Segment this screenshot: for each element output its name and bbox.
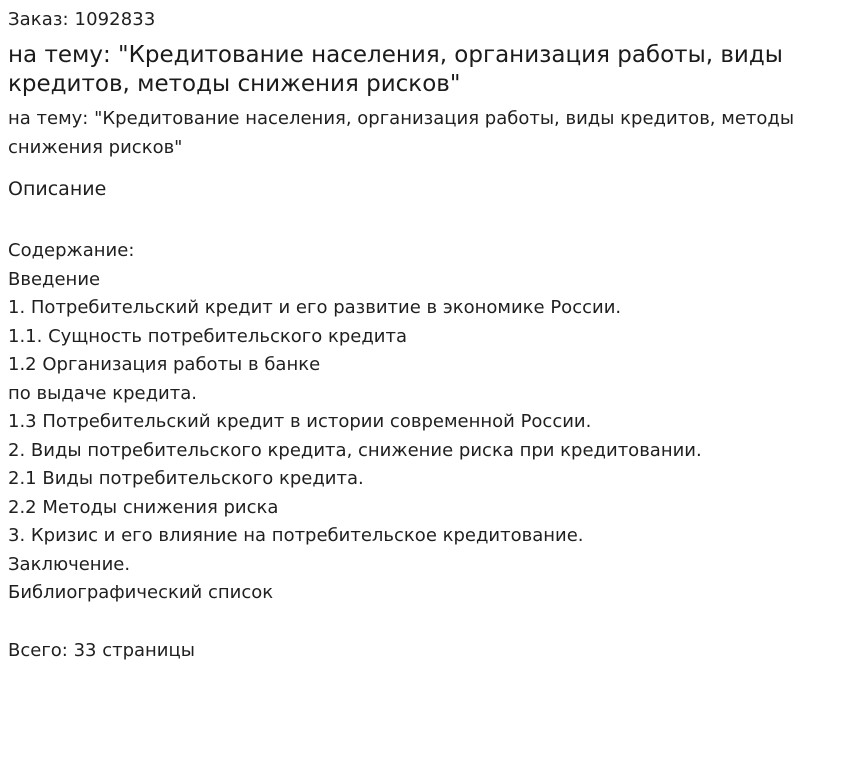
list-item: 3. Кризис и его влияние на потребительское кредитование. — [8, 525, 584, 546]
list-item: 1. Потребительский кредит и его развитие в экономике России. — [8, 297, 622, 318]
list-item: Библиографический список — [8, 582, 274, 603]
list-item: 1.1. Сущность потребительского кредита — [8, 325, 407, 347]
contents-title: Содержание: — [8, 240, 135, 261]
table-of-contents — [8, 237, 839, 608]
document-title: на тему: "Кредитование населения, организация работы, виды кредитов, методы снижения рисков" — [8, 42, 783, 97]
list-item: Заключение. — [8, 553, 131, 575]
list-item: 2.1 Виды потребительского кредита. — [8, 468, 364, 489]
list-item: 2.2 Методы снижения риска — [8, 496, 279, 518]
list-item: 2. Виды потребительского кредита, снижение риска при кредитовании. — [8, 439, 702, 461]
order-number: Заказ: 1092833 — [8, 9, 156, 30]
list-item: 1.3 Потребительский кредит в истории современной России. — [8, 411, 592, 432]
document-subtitle: на тему: "Кредитование населения, организация работы, виды кредитов, методы снижения рисков" — [8, 108, 795, 158]
page-count: Всего: 33 страницы — [8, 639, 195, 661]
list-item: Введение — [8, 268, 101, 290]
description-heading: Описание — [8, 178, 107, 200]
list-item: 1.2 Организация работы в банке — [8, 354, 321, 375]
list-item: по выдаче кредита. — [8, 382, 197, 404]
